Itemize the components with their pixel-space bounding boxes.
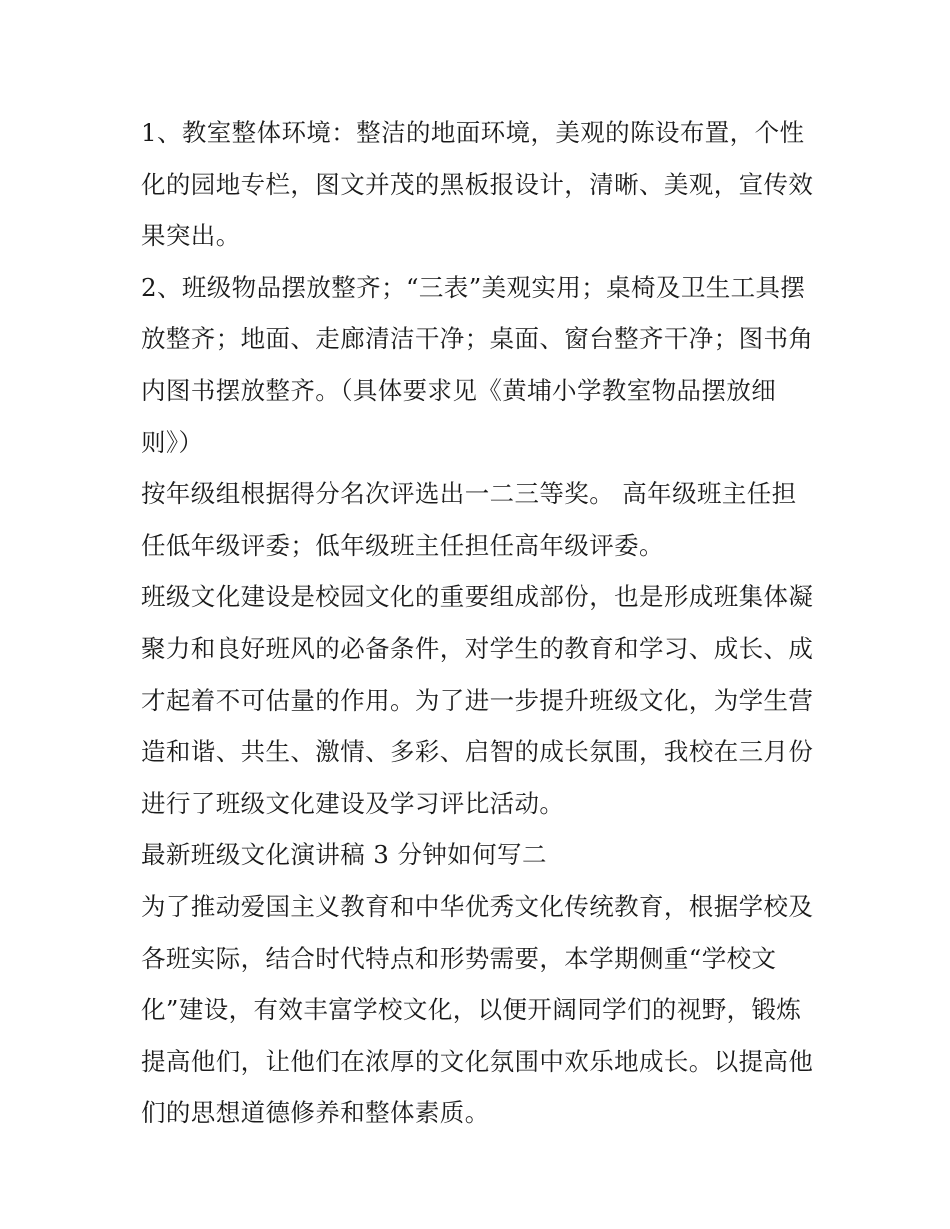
text-line: 们的思想道德修养和整体素质。	[141, 1098, 490, 1128]
text-line: 进行了班级文化建设及学习评比活动。	[141, 788, 565, 818]
text-line: 班级文化建设是校园文化的重要组成部份，也是形成班集体凝	[141, 582, 814, 612]
text-line: 则》）	[141, 427, 204, 457]
text-line: 1、教室整体环境：整洁的地面环境，美观的陈设布置，个性	[141, 118, 805, 147]
text-line: 为了推动爱国主义教育和中华优秀文化传统教育，根据学校及	[141, 891, 814, 921]
text-line: 果突出。	[141, 221, 241, 251]
text-line: 任低年级评委；低年级班主任担任高年级评委。	[141, 530, 664, 560]
document-body	[141, 107, 821, 1139]
text-line: 放整齐；地面、走廊清洁干净；桌面、窗台整齐干净；图书角	[141, 324, 814, 354]
text-line: 聚力和良好班风的必备条件，对学生的教育和学习、成长、成	[141, 633, 814, 663]
text-line: 按年级组根据得分名次评选出一二三等奖。 高年级班主任担	[141, 479, 797, 509]
text-line: 化”建设，有效丰富学校文化，以便开阔同学们的视野，锻炼	[141, 995, 802, 1025]
text-line: 化的园地专栏，图文并茂的黑板报设计，清晰、美观，宣传效	[141, 169, 814, 199]
text-line: 2、班级物品摆放整齐；“三表”美观实用；桌椅及卫生工具摆	[141, 272, 806, 302]
text-line: 才起着不可估量的作用。为了进一步提升班级文化，为学生营	[141, 685, 814, 715]
text-line: 各班实际，结合时代特点和形势需要，本学期侧重“学校文	[141, 943, 777, 973]
text-line: 内图书摆放整齐。（具体要求见《黄埔小学教室物品摆放细	[141, 375, 777, 405]
text-line: 造和谐、共生、激情、多彩、启智的成长氛围，我校在三月份	[141, 737, 814, 767]
text-line: 提高他们，让他们在浓厚的文化氛围中欢乐地成长。以提高他	[141, 1046, 814, 1076]
section-heading: 最新班级文化演讲稿 3 分钟如何写二	[141, 840, 547, 870]
